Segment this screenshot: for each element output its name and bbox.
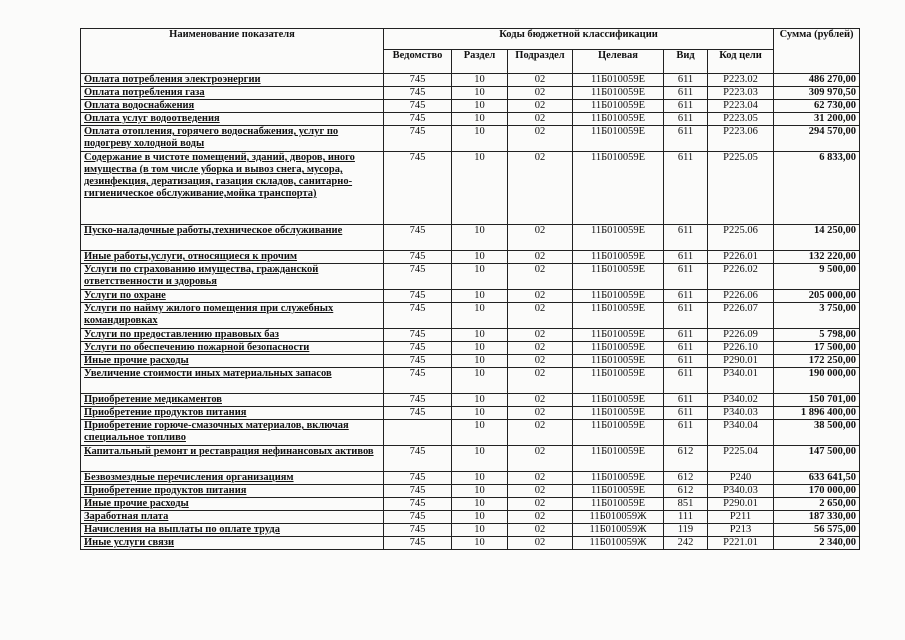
row-name: Увеличение стоимости иных материальных запасов xyxy=(84,368,332,379)
podrazdel-cell: 02 xyxy=(508,342,573,355)
table-row xyxy=(81,152,860,225)
vid-cell: 851 xyxy=(664,498,708,511)
vedomstvo-cell: 745 xyxy=(384,498,452,511)
row-name-cell xyxy=(81,511,384,524)
celevaya-cell: 11Б010059Е xyxy=(573,368,664,394)
kod-celi-cell: Р290.01 xyxy=(708,498,774,511)
razdel-cell: 10 xyxy=(452,342,508,355)
table-row xyxy=(81,420,860,446)
celevaya-cell: 11Б010059Е xyxy=(573,251,664,264)
celevaya-cell: 11Б010059Е xyxy=(573,394,664,407)
table-row xyxy=(81,303,860,329)
table-row xyxy=(81,537,860,550)
vedomstvo-cell: 745 xyxy=(384,225,452,251)
summa-cell: 486 270,00 xyxy=(774,74,860,87)
celevaya-cell: 11Б010059Е xyxy=(573,472,664,485)
summa-cell: 14 250,00 xyxy=(774,225,860,251)
summa-cell: 309 970,50 xyxy=(774,87,860,100)
celevaya-cell: 11Б010059Е xyxy=(573,303,664,329)
vedomstvo-cell: 745 xyxy=(384,264,452,290)
podrazdel-cell: 02 xyxy=(508,524,573,537)
row-name-cell xyxy=(81,485,384,498)
razdel-cell: 10 xyxy=(452,303,508,329)
vid-cell: 611 xyxy=(664,394,708,407)
row-name: Оплата потребления электроэнергии xyxy=(84,74,261,85)
header-name: Наименование показателя xyxy=(81,29,384,74)
podrazdel-cell: 02 xyxy=(508,100,573,113)
celevaya-cell: 11Б010059Е xyxy=(573,100,664,113)
vid-cell: 611 xyxy=(664,355,708,368)
podrazdel-cell: 02 xyxy=(508,264,573,290)
header-sum: Сумма (рублей) xyxy=(774,29,860,74)
podrazdel-cell: 02 xyxy=(508,87,573,100)
vid-cell: 611 xyxy=(664,407,708,420)
budget-table xyxy=(80,28,860,550)
row-name-cell xyxy=(81,290,384,303)
podrazdel-cell: 02 xyxy=(508,420,573,446)
row-name-cell xyxy=(81,251,384,264)
table-row xyxy=(81,342,860,355)
row-name: Заработная плата xyxy=(84,511,169,522)
vedomstvo-cell: 745 xyxy=(384,251,452,264)
header-col-vedomstvo: Ведомство xyxy=(384,50,452,74)
vedomstvo-cell xyxy=(384,420,452,446)
razdel-cell: 10 xyxy=(452,251,508,264)
table-row xyxy=(81,113,860,126)
celevaya-cell: 11Б010059Е xyxy=(573,113,664,126)
row-name-cell xyxy=(81,420,384,446)
vid-cell: 611 xyxy=(664,368,708,394)
row-name-cell xyxy=(81,524,384,537)
summa-cell: 62 730,00 xyxy=(774,100,860,113)
table-row xyxy=(81,87,860,100)
vid-cell: 111 xyxy=(664,511,708,524)
podrazdel-cell: 02 xyxy=(508,152,573,225)
podrazdel-cell: 02 xyxy=(508,303,573,329)
razdel-cell: 10 xyxy=(452,511,508,524)
celevaya-cell: 11Б010059Е xyxy=(573,264,664,290)
table-row xyxy=(81,251,860,264)
razdel-cell: 10 xyxy=(452,407,508,420)
razdel-cell: 10 xyxy=(452,152,508,225)
razdel-cell: 10 xyxy=(452,74,508,87)
podrazdel-cell: 02 xyxy=(508,472,573,485)
kod-celi-cell: Р213 xyxy=(708,524,774,537)
vedomstvo-cell: 745 xyxy=(384,126,452,152)
row-name: Приобретение продуктов питания xyxy=(84,407,247,418)
table-row xyxy=(81,355,860,368)
header-col-razdel: Раздел xyxy=(452,50,508,74)
table-row xyxy=(81,472,860,485)
summa-cell: 56 575,00 xyxy=(774,524,860,537)
vedomstvo-cell: 745 xyxy=(384,485,452,498)
podrazdel-cell: 02 xyxy=(508,225,573,251)
summa-cell: 2 340,00 xyxy=(774,537,860,550)
kod-celi-cell: Р290.01 xyxy=(708,355,774,368)
table-row xyxy=(81,511,860,524)
kod-celi-cell: Р223.02 xyxy=(708,74,774,87)
row-name-cell xyxy=(81,264,384,290)
row-name: Иные услуги связи xyxy=(84,537,175,548)
celevaya-cell: 11Б010059Е xyxy=(573,407,664,420)
kod-celi-cell: Р225.05 xyxy=(708,152,774,225)
row-name: Иные прочие расходы xyxy=(84,498,189,509)
podrazdel-cell: 02 xyxy=(508,251,573,264)
kod-celi-cell: Р340.03 xyxy=(708,485,774,498)
row-name: Пуско-наладочные работы,техническое обслуживание xyxy=(84,225,343,236)
celevaya-cell: 11Б010059Е xyxy=(573,74,664,87)
summa-cell: 187 330,00 xyxy=(774,511,860,524)
kod-celi-cell: Р226.01 xyxy=(708,251,774,264)
razdel-cell: 10 xyxy=(452,368,508,394)
summa-cell: 3 750,00 xyxy=(774,303,860,329)
header-col-kod-celi: Код цели xyxy=(708,50,774,74)
razdel-cell: 10 xyxy=(452,355,508,368)
row-name-cell xyxy=(81,342,384,355)
table-row xyxy=(81,100,860,113)
header-col-podrazdel: Подраздел xyxy=(508,50,573,74)
razdel-cell: 10 xyxy=(452,524,508,537)
celevaya-cell: 11Б010059Ж xyxy=(573,537,664,550)
vedomstvo-cell: 745 xyxy=(384,303,452,329)
celevaya-cell: 11Б010059Е xyxy=(573,87,664,100)
summa-cell: 1 896 400,00 xyxy=(774,407,860,420)
podrazdel-cell: 02 xyxy=(508,368,573,394)
razdel-cell: 10 xyxy=(452,225,508,251)
row-name: Приобретение продуктов питания xyxy=(84,485,247,496)
row-name-cell xyxy=(81,87,384,100)
summa-cell: 150 701,00 xyxy=(774,394,860,407)
vid-cell: 611 xyxy=(664,329,708,342)
podrazdel-cell: 02 xyxy=(508,498,573,511)
row-name-cell xyxy=(81,329,384,342)
razdel-cell: 10 xyxy=(452,485,508,498)
celevaya-cell: 11Б010059Е xyxy=(573,420,664,446)
header-col-celevaya: Целевая xyxy=(573,50,664,74)
summa-cell: 17 500,00 xyxy=(774,342,860,355)
celevaya-cell: 11Б010059Е xyxy=(573,485,664,498)
vedomstvo-cell: 745 xyxy=(384,394,452,407)
razdel-cell: 10 xyxy=(452,446,508,472)
table-row xyxy=(81,225,860,251)
summa-cell: 172 250,00 xyxy=(774,355,860,368)
table-row xyxy=(81,498,860,511)
vid-cell: 611 xyxy=(664,74,708,87)
razdel-cell: 10 xyxy=(452,537,508,550)
vedomstvo-cell: 745 xyxy=(384,537,452,550)
vid-cell: 611 xyxy=(664,87,708,100)
table-row xyxy=(81,264,860,290)
celevaya-cell: 11Б010059Е xyxy=(573,355,664,368)
row-name-cell xyxy=(81,126,384,152)
kod-celi-cell: Р223.03 xyxy=(708,87,774,100)
vedomstvo-cell: 745 xyxy=(384,329,452,342)
row-name-cell xyxy=(81,368,384,394)
row-name-cell xyxy=(81,225,384,251)
kod-celi-cell: Р221.01 xyxy=(708,537,774,550)
razdel-cell: 10 xyxy=(452,498,508,511)
kod-celi-cell: Р226.02 xyxy=(708,264,774,290)
razdel-cell: 10 xyxy=(452,126,508,152)
vid-cell: 611 xyxy=(664,264,708,290)
row-name: Услуги по найму жилого помещения при служебных командировках xyxy=(84,303,334,326)
header-codes: Коды бюджетной классификации xyxy=(384,29,774,50)
vedomstvo-cell: 745 xyxy=(384,446,452,472)
celevaya-cell: 11Б010059Е xyxy=(573,498,664,511)
podrazdel-cell: 02 xyxy=(508,74,573,87)
celevaya-cell: 11Б010059Ж xyxy=(573,524,664,537)
kod-celi-cell: Р226.10 xyxy=(708,342,774,355)
vedomstvo-cell: 745 xyxy=(384,407,452,420)
vedomstvo-cell: 745 xyxy=(384,368,452,394)
row-name: Безвозмездные перечисления организациям xyxy=(84,472,294,483)
row-name-cell xyxy=(81,303,384,329)
row-name: Капитальный ремонт и реставрация нефинансовых активов xyxy=(84,446,374,457)
table-row xyxy=(81,74,860,87)
row-name-cell xyxy=(81,446,384,472)
vedomstvo-cell: 745 xyxy=(384,524,452,537)
podrazdel-cell: 02 xyxy=(508,355,573,368)
vedomstvo-cell: 745 xyxy=(384,113,452,126)
podrazdel-cell: 02 xyxy=(508,407,573,420)
row-name: Оплата потребления газа xyxy=(84,87,205,98)
summa-cell: 2 650,00 xyxy=(774,498,860,511)
podrazdel-cell: 02 xyxy=(508,511,573,524)
summa-cell: 38 500,00 xyxy=(774,420,860,446)
kod-celi-cell: Р211 xyxy=(708,511,774,524)
row-name: Оплата услуг водоотведения xyxy=(84,113,220,124)
podrazdel-cell: 02 xyxy=(508,290,573,303)
razdel-cell: 10 xyxy=(452,113,508,126)
vedomstvo-cell: 745 xyxy=(384,472,452,485)
vedomstvo-cell: 745 xyxy=(384,290,452,303)
row-name: Услуги по страхованию имущества, гражданской ответственности и здоровья xyxy=(84,264,319,287)
vedomstvo-cell: 745 xyxy=(384,355,452,368)
vid-cell: 611 xyxy=(664,290,708,303)
row-name: Услуги по предоставлению правовых баз xyxy=(84,329,279,340)
summa-cell: 190 000,00 xyxy=(774,368,860,394)
celevaya-cell: 11Б010059Е xyxy=(573,152,664,225)
table-row xyxy=(81,394,860,407)
vedomstvo-cell: 745 xyxy=(384,100,452,113)
table-row xyxy=(81,407,860,420)
vid-cell: 611 xyxy=(664,251,708,264)
vid-cell: 611 xyxy=(664,342,708,355)
kod-celi-cell: Р340.01 xyxy=(708,368,774,394)
kod-celi-cell: Р223.04 xyxy=(708,100,774,113)
podrazdel-cell: 02 xyxy=(508,394,573,407)
razdel-cell: 10 xyxy=(452,264,508,290)
razdel-cell: 10 xyxy=(452,87,508,100)
kod-celi-cell: Р225.06 xyxy=(708,225,774,251)
vid-cell: 611 xyxy=(664,113,708,126)
row-name-cell xyxy=(81,74,384,87)
summa-cell: 31 200,00 xyxy=(774,113,860,126)
table-row xyxy=(81,290,860,303)
row-name: Содержание в чистоте помещений, зданий, дворов, иного имущества (в том числе уборка и вывоз снега, мусора, дезинфекция, дератизация, газация складов, санитарно-гигиеническое обслуживание,мойка транспорта) xyxy=(84,152,355,199)
kod-celi-cell: Р226.09 xyxy=(708,329,774,342)
kod-celi-cell: Р223.05 xyxy=(708,113,774,126)
row-name-cell xyxy=(81,537,384,550)
razdel-cell: 10 xyxy=(452,420,508,446)
celevaya-cell: 11Б010059Е xyxy=(573,342,664,355)
kod-celi-cell: Р225.04 xyxy=(708,446,774,472)
razdel-cell: 10 xyxy=(452,329,508,342)
table-row xyxy=(81,329,860,342)
celevaya-cell: 11Б010059Е xyxy=(573,329,664,342)
row-name-cell xyxy=(81,152,384,225)
row-name-cell xyxy=(81,100,384,113)
row-name: Приобретение горюче-смазочных материалов, включая специальное топливо xyxy=(84,420,349,443)
celevaya-cell: 11Б010059Е xyxy=(573,290,664,303)
podrazdel-cell: 02 xyxy=(508,113,573,126)
row-name: Услуги по обеспечению пожарной безопасности xyxy=(84,342,310,353)
table-row xyxy=(81,126,860,152)
table-row xyxy=(81,524,860,537)
summa-cell: 6 833,00 xyxy=(774,152,860,225)
vid-cell: 611 xyxy=(664,152,708,225)
razdel-cell: 10 xyxy=(452,394,508,407)
summa-cell: 205 000,00 xyxy=(774,290,860,303)
row-name: Услуги по охране xyxy=(84,290,166,301)
table-body xyxy=(81,74,860,550)
summa-cell: 147 500,00 xyxy=(774,446,860,472)
summa-cell: 633 641,50 xyxy=(774,472,860,485)
celevaya-cell: 11Б010059Е xyxy=(573,126,664,152)
kod-celi-cell: Р226.06 xyxy=(708,290,774,303)
row-name: Начисления на выплаты по оплате труда xyxy=(84,524,280,535)
vid-cell: 612 xyxy=(664,485,708,498)
podrazdel-cell: 02 xyxy=(508,126,573,152)
vid-cell: 242 xyxy=(664,537,708,550)
summa-cell: 132 220,00 xyxy=(774,251,860,264)
vedomstvo-cell: 745 xyxy=(384,74,452,87)
row-name-cell xyxy=(81,113,384,126)
row-name-cell xyxy=(81,472,384,485)
podrazdel-cell: 02 xyxy=(508,446,573,472)
vid-cell: 611 xyxy=(664,225,708,251)
kod-celi-cell: Р340.03 xyxy=(708,407,774,420)
podrazdel-cell: 02 xyxy=(508,485,573,498)
table-row xyxy=(81,485,860,498)
summa-cell: 5 798,00 xyxy=(774,329,860,342)
summa-cell: 294 570,00 xyxy=(774,126,860,152)
vid-cell: 611 xyxy=(664,420,708,446)
row-name: Оплата водоснабжения xyxy=(84,100,195,111)
vedomstvo-cell: 745 xyxy=(384,87,452,100)
vedomstvo-cell: 745 xyxy=(384,152,452,225)
kod-celi-cell: Р226.07 xyxy=(708,303,774,329)
podrazdel-cell: 02 xyxy=(508,537,573,550)
kod-celi-cell: Р240 xyxy=(708,472,774,485)
summa-cell: 9 500,00 xyxy=(774,264,860,290)
table-row xyxy=(81,368,860,394)
vedomstvo-cell: 745 xyxy=(384,511,452,524)
summa-cell: 170 000,00 xyxy=(774,485,860,498)
row-name-cell xyxy=(81,407,384,420)
kod-celi-cell: Р340.04 xyxy=(708,420,774,446)
vid-cell: 119 xyxy=(664,524,708,537)
kod-celi-cell: Р223.06 xyxy=(708,126,774,152)
vid-cell: 611 xyxy=(664,100,708,113)
vedomstvo-cell: 745 xyxy=(384,342,452,355)
razdel-cell: 10 xyxy=(452,290,508,303)
row-name-cell xyxy=(81,394,384,407)
kod-celi-cell: Р340.02 xyxy=(708,394,774,407)
row-name-cell xyxy=(81,355,384,368)
row-name: Иные прочие расходы xyxy=(84,355,189,366)
celevaya-cell: 11Б010059Е xyxy=(573,446,664,472)
row-name: Иные работы,услуги, относящиеся к прочим xyxy=(84,251,298,262)
vid-cell: 611 xyxy=(664,126,708,152)
vid-cell: 612 xyxy=(664,446,708,472)
row-name: Оплата отопления, горячего водоснабжения, услуг по подогреву холодной воды xyxy=(84,126,339,149)
header-col-vid: Вид xyxy=(664,50,708,74)
vid-cell: 611 xyxy=(664,303,708,329)
razdel-cell: 10 xyxy=(452,472,508,485)
row-name-cell xyxy=(81,498,384,511)
row-name: Приобретение медикаментов xyxy=(84,394,222,405)
celevaya-cell: 11Б010059Ж xyxy=(573,511,664,524)
table-row xyxy=(81,446,860,472)
celevaya-cell: 11Б010059Е xyxy=(573,225,664,251)
vid-cell: 612 xyxy=(664,472,708,485)
podrazdel-cell: 02 xyxy=(508,329,573,342)
razdel-cell: 10 xyxy=(452,100,508,113)
